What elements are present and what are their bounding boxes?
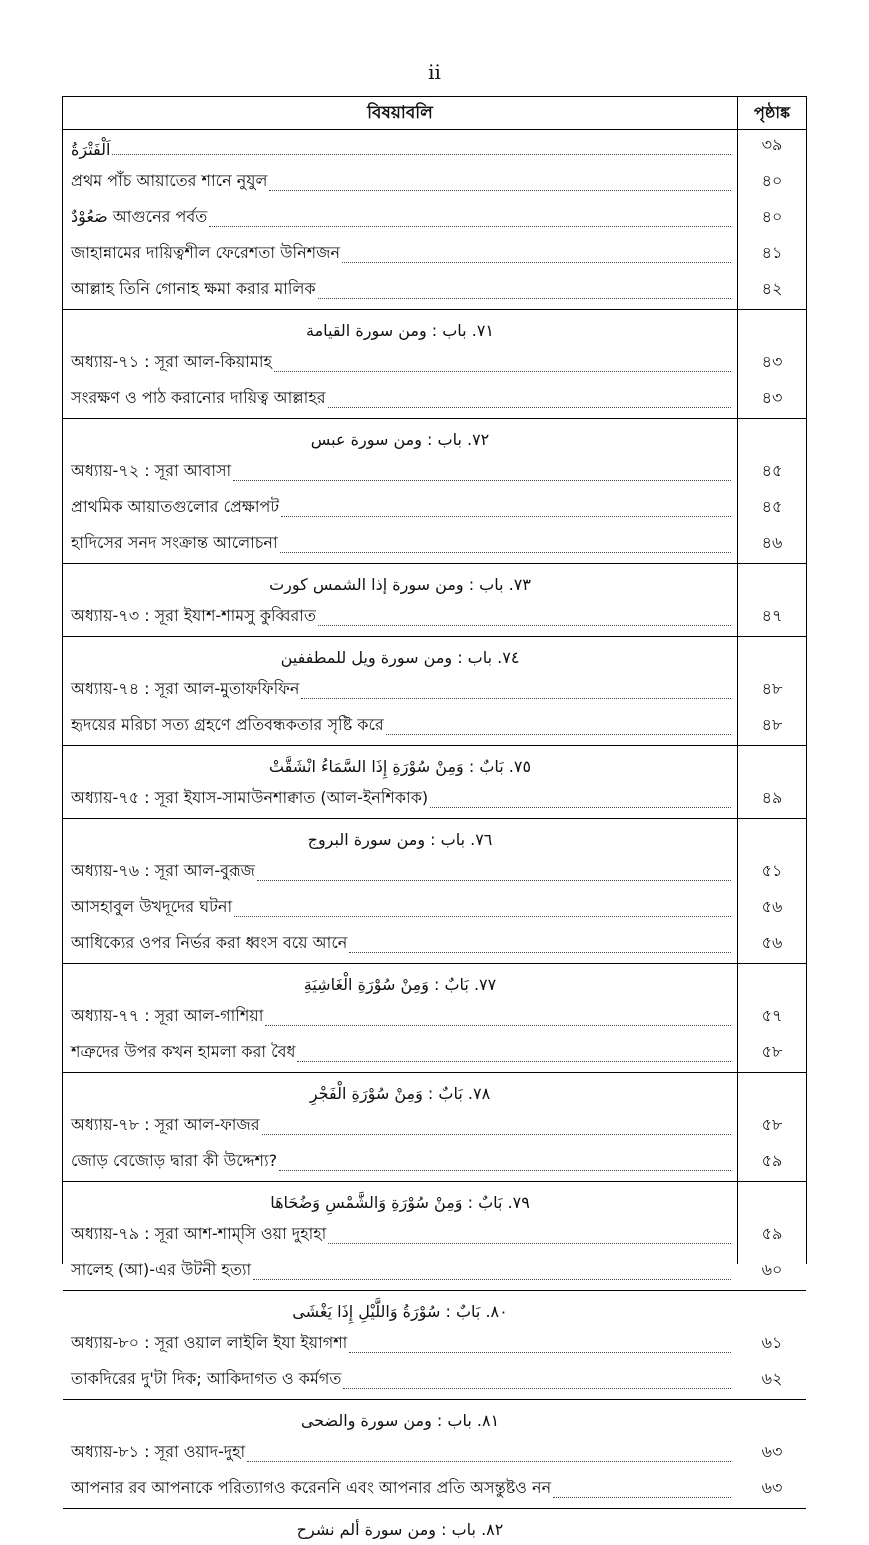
toc-entry-text: অধ্যায়-৮১ : সূরা ওয়াদ-দুহা [71,1442,246,1461]
toc-entry[interactable] [63,527,806,564]
toc-entry-page: ৪৩ [761,388,783,407]
toc-entry-text: আধিক্যের ওপর নির্ভর করা ধ্বংস বয়ে আনে [71,933,348,952]
toc-entry-title [71,785,731,812]
toc-entry[interactable] [63,891,806,927]
dot-leader [247,1461,731,1462]
toc-entry-text: অধ্যায়-৭৩ : সূরা ইযাশ-শামসু কুব্বিরাত [71,606,316,625]
toc-entry-page: ৪৭ [761,606,783,625]
toc-entry-page: ৬১ [761,1333,783,1352]
toc-entry[interactable] [63,855,806,891]
toc-entry-text: আসহাবুল উখদূদের ঘটনা [71,897,233,916]
toc-entry-text: অধ্যায়-৭১ : সূরা আল-কিয়ামাহ [71,352,272,371]
toc-entry-page: ৪০ [761,207,783,226]
toc-entry-title [71,712,731,739]
toc-entry-page: ৪০ [761,171,783,190]
toc-entry[interactable] [63,709,806,746]
toc-entry-title [71,458,731,485]
dot-leader [262,1134,731,1135]
dot-leader [281,516,731,517]
toc-entry[interactable] [63,382,806,419]
toc-entry-title [71,1148,731,1175]
dot-leader [112,154,731,155]
toc-entry-page: ৪৬ [761,533,783,552]
dot-leader [257,880,731,881]
toc-entry-page: ৩৯ [761,135,783,154]
toc-entry-title [71,894,731,921]
chapter-heading [63,1509,806,1545]
dot-leader [209,226,731,227]
chapter-heading [63,746,806,782]
toc-entry-title [71,276,731,303]
toc-entry-title [71,240,731,267]
toc-entry-title [71,1003,731,1030]
toc-entry-text: অধ্যায়-৭২ : সূরা আবাসা [71,461,232,480]
toc-entry-title [71,494,731,521]
dot-leader [301,698,731,699]
toc-entry-text: জোড় বেজোড় দ্বারা কী উদ্দেশ্য? [71,1151,278,1170]
toc-entry-page: ৪৮ [761,679,783,698]
toc-entry-text: শত্রুদের উপর কখন হামলা করা বৈধ [71,1042,296,1061]
chapter-heading-text: ٧٢. باب : ومن سورة عبس [310,430,490,449]
toc-entry-title [71,1112,731,1139]
toc-entry[interactable] [63,1109,806,1145]
toc-entry-title [71,858,731,885]
toc-entry[interactable] [63,273,806,310]
toc-entry-page: ৬২ [761,1369,783,1388]
dot-leader [233,480,731,481]
toc-entry-text: অধ্যায়-৭৭ : সূরা আল-গাশিয়া [71,1006,264,1025]
chapter-heading [63,1291,806,1327]
toc-entry-text: সংরক্ষণ ও পাঠ করানোর দায়িত্ব আল্লাহর [71,388,326,407]
toc-entry-title [71,168,731,195]
dot-leader [349,1352,731,1353]
toc-entry-page: ৫৮ [761,1115,783,1134]
toc-entry-page: ৪১ [761,243,783,262]
toc-entry-title [71,930,731,957]
dot-leader [274,371,731,372]
toc-entry-title [71,1221,731,1248]
toc-entry-text: প্রাথমিক আয়াতগুলোর প্রেক্ষাপট [71,497,280,516]
dot-leader [430,807,731,808]
toc-entry-text: صَعُوْدٌ আগুনের পর্বত [71,207,208,226]
chapter-heading [63,1400,806,1436]
toc-entry-page: ৫৭ [761,1006,783,1025]
dot-leader [265,1025,731,1026]
chapter-heading-text: ٧٧. بَابٌ : وَمِنْ سُوْرَةِ الْغَاشِيَةِ [303,975,497,994]
toc-entry[interactable] [63,491,806,527]
toc-entry[interactable] [63,673,806,709]
toc-entry-text: হৃদয়ের মরিচা সত্য গ্রহণে প্রতিবন্ধকতার সৃষ্টি করে [71,715,384,734]
toc-entry[interactable] [63,927,806,964]
toc-entry-page: ৪৫ [761,461,783,480]
toc-entry-text: হাদিসের সনদ সংক্রান্ত আলোচনা [71,533,278,552]
chapter-heading-text: ٨٠. بَابٌ : سُوْرَةُ وَاللَّيْلِ إِذَا يَغْشَى [292,1302,508,1321]
toc-header [63,97,806,130]
toc-entry-text: অধ্যায়-৮০ : সূরা ওয়াল লাইলি ইযা ইয়াগশা [71,1333,348,1352]
toc-entry[interactable] [63,237,806,273]
chapter-heading [63,819,806,855]
topics-column-header: বিষয়াবলি [367,103,433,123]
toc-entry-text: অধ্যায়-৭৬ : সূরা আল-বুরূজ [71,861,255,880]
toc-entry-page: ৫৮ [761,1042,783,1061]
toc-entry-page: ৫১ [761,861,783,880]
toc-entry-page: ৫৯ [761,1224,783,1243]
chapter-heading [63,1182,806,1218]
toc-entry[interactable] [63,129,806,165]
toc-entry[interactable] [63,600,806,637]
toc-entry[interactable] [63,1472,806,1509]
dot-leader [297,1061,731,1062]
chapter-heading-text: ٨١. باب : ومن سورة والضحى [300,1411,500,1430]
toc-entry-text: اَلْفَتْرَةُ [71,140,111,159]
chapter-heading [63,564,806,600]
dot-leader [269,190,731,191]
toc-entry-text: তাকদিরের দু'টা দিক; আকিদাগত ও কর্মগত [71,1369,342,1388]
dot-leader [280,552,731,553]
toc-entry-title [71,140,731,159]
chapter-heading-text: ٧١. باب : ومن سورة القيامة [305,321,494,340]
chapter-heading [63,310,806,346]
toc-entry[interactable] [63,1218,806,1254]
dot-leader [342,262,731,263]
table-of-contents [62,96,807,1539]
chapter-heading-text: ٨٢. باب : ومن سورة ألم نشرح [296,1520,504,1539]
toc-entry-page: ৪৯ [761,788,783,807]
toc-entry[interactable] [63,346,806,382]
dot-leader [234,916,731,917]
toc-entry[interactable] [63,1363,806,1400]
toc-entry-text: অধ্যায়-৭৫ : সূরা ইযাস-সামাউনশাক্বাত (আল-ইনশিকাক) [71,788,429,807]
toc-entry-title [71,530,731,557]
page-column-header: পৃষ্ঠাঙ্ক [754,103,790,122]
chapter-heading-text: ٧٥. بَابٌ : وَمِنْ سُوْرَةِ إِذَا السَّمَاءُ انْشَقَّتْ [268,757,532,776]
toc-entry-text: জাহান্নামের দায়িত্বশীল ফেরেশতা উনিশজন [71,243,340,262]
toc-entry[interactable] [63,1036,806,1073]
toc-entry-page: ৬৩ [761,1478,783,1497]
toc-entry-text: অধ্যায়-৭৮ : সূরা আল-ফাজর [71,1115,260,1134]
chapter-heading [63,419,806,455]
toc-entry-text: অধ্যায়-৭৯ : সূরা আশ-শাম্‌সি ওয়া দুহাহা [71,1224,327,1243]
chapter-heading [63,964,806,1000]
chapter-heading-text: ٧٤. باب : ومن سورة ويل للمطففين [280,648,520,667]
dot-leader [386,734,731,735]
chapter-heading-text: ٧٩. بَابٌ : وَمِنْ سُوْرَةِ وَالشَّمْسِ وَضُحَاهَا [270,1193,530,1212]
toc-entry-page: ৫৬ [761,933,783,952]
toc-entry[interactable] [63,201,806,237]
dot-leader [553,1497,731,1498]
toc-entry-title [71,676,731,703]
toc-entry-title [71,1439,731,1466]
chapter-heading-text: ٧٨. بَابٌ : وَمِنْ سُوْرَةِ الْفَجْرِ [309,1084,491,1103]
toc-entry-page: ৪২ [761,279,783,298]
toc-entry-title [71,1366,731,1393]
dot-leader [318,298,731,299]
toc-entry-page: ৬০ [761,1260,783,1279]
toc-entry[interactable] [63,455,806,491]
toc-entry-page: ৫৯ [761,1151,783,1170]
chapter-heading-text: ٧٣. باب : ومن سورة إذا الشمس كورت [269,575,531,594]
toc-entry-page: ৪৮ [761,715,783,734]
toc-entry[interactable] [63,1145,806,1182]
toc-entry-text: সালেহ (আ)-এর উটনী হত্যা [71,1260,252,1279]
chapter-heading-text: ٧٦. باب : ومن سورة البروج [307,830,493,849]
toc-entry-text: আপনার রব আপনাকে পরিত্যাগও করেননি এবং আপনার প্রতি অসন্তুষ্টও নন [71,1478,552,1497]
toc-entry-text: আল্লাহ তিনি গোনাহ ক্ষমা করার মালিক [71,279,316,298]
toc-entry[interactable] [63,1000,806,1036]
dot-leader [343,1388,731,1389]
toc-entry-title [71,385,731,412]
dot-leader [318,625,731,626]
toc-entry-title [71,349,731,376]
toc-entry[interactable] [63,1327,806,1363]
toc-entry-title [71,1257,731,1284]
toc-entry-title [71,603,731,630]
dot-leader [328,1243,731,1244]
toc-entry[interactable] [63,782,806,819]
dot-leader [279,1170,731,1171]
dot-leader [253,1279,731,1280]
toc-entry-text: প্রথম পাঁচ আয়াতের শানে নুযুল [71,171,268,190]
toc-entry-page: ৬৩ [761,1442,783,1461]
page-number: ii [428,60,441,84]
toc-entry-title [71,1039,731,1066]
toc-entry-title [71,1330,731,1357]
toc-entry-page: ৪৩ [761,352,783,371]
dot-leader [328,407,731,408]
chapter-heading [63,637,806,673]
toc-entry[interactable] [63,165,806,201]
toc-entry-page: ৪৫ [761,497,783,516]
toc-rows [63,129,806,1545]
toc-entry-title [71,1475,731,1502]
toc-entry-page: ৫৬ [761,897,783,916]
toc-entry-text: অধ্যায়-৭৪ : সূরা আল-মুতাফফিফিন [71,679,300,698]
dot-leader [349,952,731,953]
toc-entry-title [71,204,731,231]
toc-entry[interactable] [63,1254,806,1291]
toc-entry[interactable] [63,1436,806,1472]
chapter-heading [63,1073,806,1109]
